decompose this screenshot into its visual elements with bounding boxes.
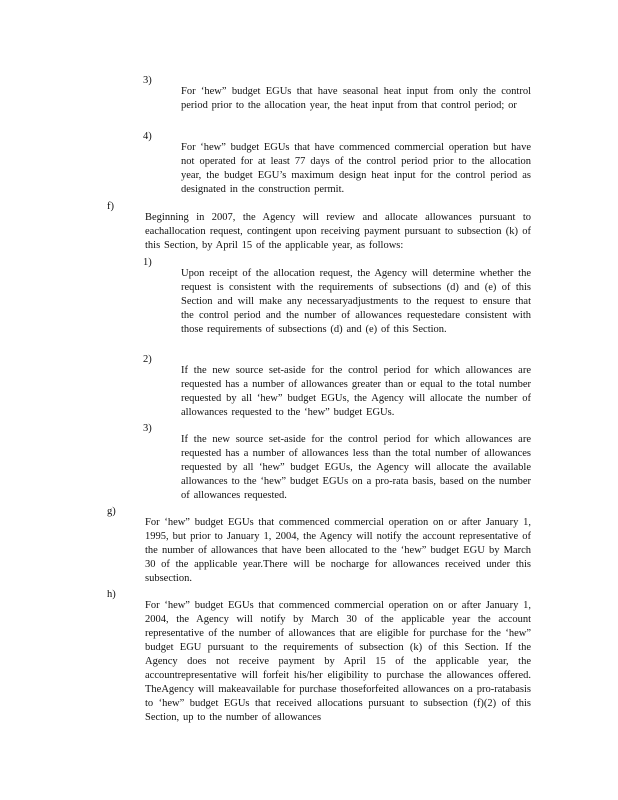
item-label: 1) [143,257,152,268]
item-text: For ‘hew” budget EGUs that commenced commercial operation on or after January 1, 1995, but prior to January 1, 2004, the Agency will notify the account representative of the number of allowances that have been allocated to the ‘hew” budget EGU by March 30 of the applicable year.There will be nocharge for allowances received under this subsection. [145,516,531,584]
item-label: 4) [143,131,152,142]
item-label: f) [107,201,114,212]
item-label: 3) [143,423,152,434]
item-text: If the new source set-aside for the control period for which allowances are requested has a number of allowances less than the total number of allowances requested by all ‘hew” budget EGUs, the Agency will allocate the available allowances to the ‘hew” budget EGUs on a pro-rata basis, based on the number of allowances requested. [181,433,531,501]
item-text: For ‘hew” budget EGUs that commenced commercial operation on or after January 1, 2004, the Agency will notify by March 30 of the applicable year the account representative of the number of allowances that are eligible for purchase for the ‘hew” budget EGU pursuant to the requirements of subsection (k) of this Section. If the Agency does not receive payment by April 15 of the applicable year, the accountrepresentative will forfeit his/her eligibility to purchase the allowances offered. TheAgency will makeavailable for purchase thoseforfeited allowances on a pro-ratabasis to ‘hew” budget EGUs that received allocations pursuant to subsection (f)(2) of this Section, up to the number of allowances [145,599,531,723]
item-text: If the new source set-aside for the control period for which allowances are requested has a number of allowances greater than or equal to the total number requested by all ‘hew” budget EGUs, the Agency will allocate the number of allowances requested to the ‘hew” budget EGUs. [181,364,531,418]
item-text: Upon receipt of the allocation request, the Agency will determine whether the request is consistent with the requirements of subsections (d) and (e) of this Section and will make any necessaryadjustments to the request to ensure that the control period and the number of allowances requestedare consistent with those requirements of subsections (d) and (e) of this Section. [181,267,531,335]
item-text: For ‘hew” budget EGUs that have commenced commercial operation but have not operated for at least 77 days of the control period prior to the allocation year, the budget EGU’s maximum design heat input for the control period as designated in the construction permit. [181,141,531,195]
item-label: 2) [143,354,152,365]
item-label: g) [107,506,116,517]
item-text: Beginning in 2007, the Agency will review and allocate allowances pursuant to eachallocation request, contingent upon receiving payment pursuant to subsection (k) of this Section, by April 15 of the applicable year, as follows: [145,211,531,251]
item-label: h) [107,589,116,600]
item-text: For ‘hew” budget EGUs that have seasonal heat input from only the control period prior to the allocation year, the heat input from that control period; or [181,85,531,111]
item-label: 3) [143,75,152,86]
